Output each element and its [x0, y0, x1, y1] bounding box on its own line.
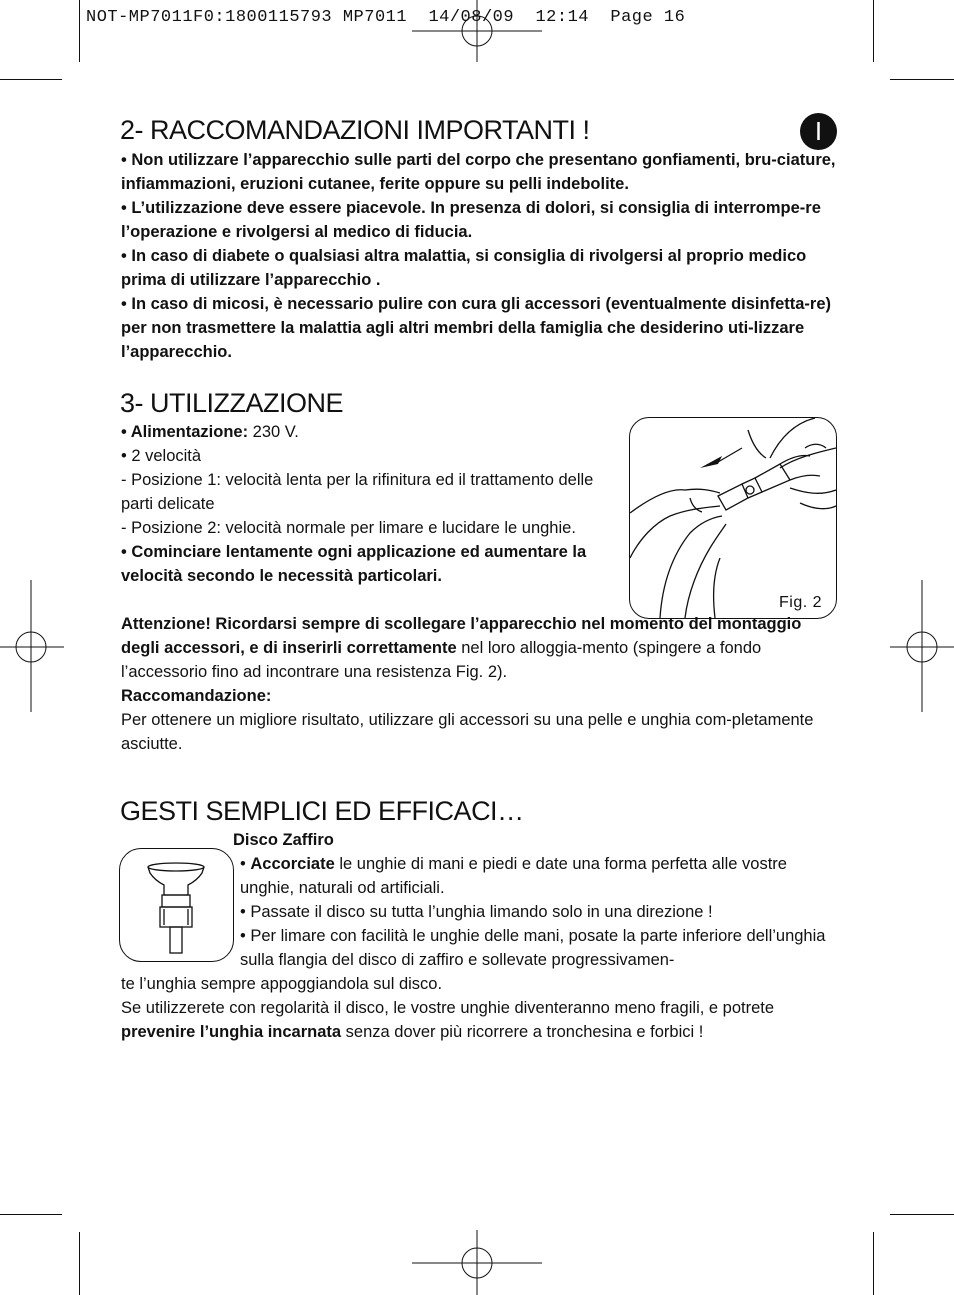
- section-title-gestures: GESTI SEMPLICI ED EFFICACI…: [120, 796, 524, 826]
- section-title-usage: 3- UTILIZZAZIONE: [120, 388, 344, 418]
- position-1-text: - Posizione 1: velocità lenta per la rifinitura ed il trattamento delle parti delicate: [121, 471, 594, 513]
- gesture-item: • Per limare con facilità le unghie delle mani, posate la parte inferiore dell’unghia sulla flangia del disco di zaffiro e sollevate progressivamen-: [240, 927, 826, 969]
- crop-mark: [79, 0, 80, 62]
- warning-rest: nel loro alloggia-mento (spingere a fondo l’accessorio fino ad incontrare una resistenza Fig. 2).: [121, 639, 762, 681]
- crop-mark: [873, 1232, 874, 1295]
- closing-bold: prevenire l’unghia incarnata: [121, 1023, 342, 1041]
- crop-mark: [79, 1232, 80, 1295]
- sapphire-disc-title: Disco Zaffiro: [233, 831, 334, 849]
- registration-mark-right: [890, 580, 954, 712]
- warning-text: [121, 612, 837, 684]
- start-slowly-text: • Cominciare lentamente ogni applicazione ed aumentare la velocità secondo le necessità particolari.: [121, 543, 587, 585]
- gesture-item: • Accorciate le unghie di mani e piedi e date una forma perfetta alle vostre unghie, naturali od artificiali.: [240, 855, 787, 897]
- registration-mark-bottom: [412, 1230, 542, 1295]
- sapphire-disc-image: [119, 848, 234, 962]
- section-title-recommendations: 2- RACCOMANDAZIONI IMPORTANTI !: [120, 115, 590, 145]
- recommendation-item: • Non utilizzare l’apparecchio sulle parti del corpo che presentano gonfiamenti, bru-ciature, infiammazioni, eruzioni cutanee, ferite oppure su pelli indebolite.: [121, 151, 836, 193]
- recommendation-item: • L’utilizzazione deve essere piacevole. In presenza di dolori, si consiglia di interrompe-re l’operazione e rivolgersi al medico di fiducia.: [121, 199, 821, 241]
- usage-column: [121, 420, 621, 588]
- figure-2: [629, 417, 837, 619]
- registration-mark-left: [0, 580, 64, 712]
- print-slug: NOT-MP7011F0:1800115793 MP7011 14/08/09 12:14 Page 16: [86, 8, 686, 27]
- crop-mark: [873, 0, 874, 62]
- gesture-continuation: [121, 972, 837, 1044]
- figure-2-label: Fig. 2: [778, 594, 822, 611]
- closing-text-1: Se utilizzerete con regolarità il disco, le vostre unghie diventeranno meno fragili, e potrete: [121, 999, 775, 1017]
- warning-paragraph: [121, 612, 837, 756]
- power-label: • Alimentazione:: [121, 423, 249, 441]
- recommendation-item: • In caso di micosi, è necessario pulire con cura gli accessori (eventualmente disinfetta-re) per non trasmettere la malattia agli altri membri della famiglia che desiderino uti-lizzare l’apparecchio.: [121, 295, 832, 361]
- language-badge: I: [800, 113, 837, 150]
- gesture-item: • Passate il disco su tutta l’unghia limando solo in una direzione !: [240, 903, 713, 921]
- gesture-item-continuation: te l’unghia sempre appoggiandola sul disco.: [121, 975, 443, 993]
- crop-mark: [0, 1214, 62, 1215]
- registration-mark-top: [412, 0, 542, 64]
- recommendation-item: • In caso di diabete o qualsiasi altra malattia, si consiglia di rivolgersi al proprio medico prima di utilizzare l’apparecchio .: [121, 247, 807, 289]
- closing-text-2: senza dover più ricorrere a tronchesina e forbici !: [341, 1023, 704, 1041]
- gesture-item-bold: Accorciate: [250, 855, 335, 873]
- sapphire-disc-text: [233, 828, 833, 972]
- position-2-text: - Posizione 2: velocità normale per limare e lucidare le unghie.: [121, 519, 576, 537]
- recommendation-text: Per ottenere un migliore risultato, utilizzare gli accessori su una pelle e unghia com-pletamente asciutte.: [121, 711, 814, 753]
- warning-bold: Attenzione! Ricordarsi sempre di scollegare l’apparecchio nel momento del montaggio degli accessori, e di inserirli correttamente: [121, 615, 802, 657]
- hand-inserting-accessory-illustration: [630, 418, 836, 618]
- crop-mark: [890, 79, 954, 80]
- recommendation-label: Raccomandazione:: [121, 687, 272, 705]
- closing-paragraph: [121, 996, 837, 1044]
- power-value: 230 V.: [248, 423, 299, 441]
- sapphire-disc-icon: [120, 849, 233, 961]
- crop-mark: [0, 79, 62, 80]
- gesture-item-rest: le unghie di mani e piedi e date una forma perfetta alle vostre unghie, naturali od artificiali.: [240, 855, 787, 897]
- speeds-line: • 2 velocità: [121, 447, 202, 465]
- crop-mark: [890, 1214, 954, 1215]
- recommendations-list: [121, 148, 837, 364]
- power-line: [121, 420, 621, 444]
